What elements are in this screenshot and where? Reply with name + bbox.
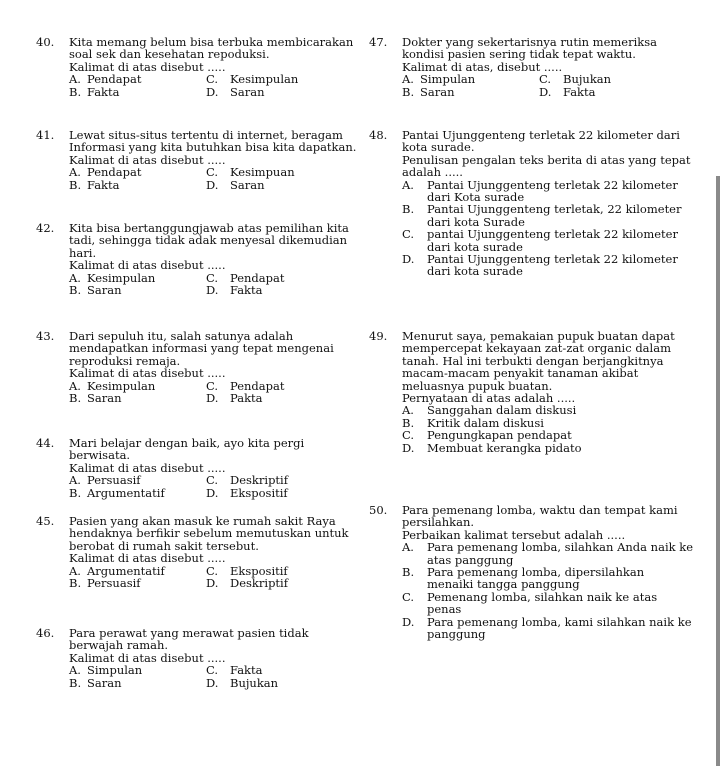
option-letter: C. xyxy=(539,72,552,87)
option-letter: B. xyxy=(69,675,82,690)
question-body xyxy=(69,36,353,98)
choice-letter: B. xyxy=(402,415,415,430)
choice-line xyxy=(402,442,675,454)
question-text: Kita memang belum bisa terbuka membicarakan xyxy=(69,35,354,49)
option-letter: C. xyxy=(206,165,219,180)
question-number: 44. xyxy=(36,436,55,450)
choice-line xyxy=(402,265,690,277)
choice-text: dari Kota surade xyxy=(427,190,525,205)
question-body xyxy=(69,222,349,296)
question-text: hari. xyxy=(69,245,97,260)
option-text: Deskriptif xyxy=(230,576,288,591)
option-letter: B. xyxy=(69,283,82,298)
option-text: Pendapat xyxy=(230,378,285,393)
option-letter: A. xyxy=(69,378,81,393)
question-number: 50. xyxy=(369,503,388,517)
choice-text: atas panggung xyxy=(427,552,514,567)
option-letter: B. xyxy=(69,84,82,99)
option-letter: A. xyxy=(69,270,81,285)
question-number: 47. xyxy=(369,35,388,49)
choice-text: dari kota Surade xyxy=(427,214,525,229)
question-number: 48. xyxy=(369,128,388,142)
option-letter: B. xyxy=(69,177,82,192)
option-letter: A. xyxy=(69,72,81,87)
question-text: kondisi pasien sering tidak tepat waktu. xyxy=(402,47,636,62)
choice-text: Pantai Ujunggenteng terletak, 22 kilometer xyxy=(427,202,682,217)
choice-letter: D. xyxy=(402,251,415,266)
option-row xyxy=(69,86,353,98)
option-row xyxy=(69,284,349,296)
choice-text: Sanggahan dalam diskusi xyxy=(427,403,577,418)
option-letter: D. xyxy=(206,675,219,690)
option-text: Simpulan xyxy=(87,663,143,678)
option-row xyxy=(69,677,309,689)
question-text: mempercepat kekayaan zat-zat organic dalam xyxy=(402,341,671,356)
question-text: Kalimat di atas disebut ..... xyxy=(69,258,226,273)
question-text: berwisata. xyxy=(69,448,131,463)
option-letter: A. xyxy=(402,72,414,87)
option-text: Fakta xyxy=(230,283,263,298)
choice-text: Membuat kerangka pidato xyxy=(427,440,582,455)
option-text: Fakta xyxy=(563,84,596,99)
option-text: Saran xyxy=(87,283,122,298)
choice-line xyxy=(402,540,694,555)
question-text: Kalimat di atas disebut ..... xyxy=(69,551,226,566)
option-row xyxy=(69,487,304,499)
option-letter: C. xyxy=(206,270,219,285)
question-text: Kalimat di atas disebut ..... xyxy=(69,650,226,665)
choice-letter: A. xyxy=(402,403,414,418)
question-number: 46. xyxy=(36,626,55,640)
choice-letter: D. xyxy=(402,614,415,629)
option-letter: C. xyxy=(206,563,219,578)
question-body xyxy=(69,129,356,191)
option-text: Pakta xyxy=(230,391,263,406)
option-row xyxy=(402,86,657,98)
choice-line xyxy=(402,228,690,240)
choice-letter: A. xyxy=(402,177,414,192)
choice-text: Para pemenang lomba, kami silahkan naik ke xyxy=(427,614,692,629)
scrollbar[interactable] xyxy=(716,176,720,766)
question-text: Penulisan pengalan teks berita di atas yang tepat xyxy=(402,152,691,167)
question-text: meluasnya pupuk buatan. xyxy=(402,378,553,393)
option-letter: B. xyxy=(69,576,82,591)
option-text: Persuasif xyxy=(87,576,141,591)
question-body xyxy=(69,330,334,404)
choice-line xyxy=(402,203,690,215)
choice-text: Pantai Ujunggenteng terletak 22 kilometer xyxy=(427,251,678,266)
question-text: Pasien yang akan masuk ke rumah sakit Raya xyxy=(69,514,336,528)
choice-letter: B. xyxy=(402,202,415,217)
question-text: Kalimat di atas, disebut ..... xyxy=(402,59,563,74)
option-row xyxy=(402,73,657,85)
question-text: Kalimat di atas disebut ..... xyxy=(69,152,226,167)
option-letter: B. xyxy=(69,485,82,500)
option-row xyxy=(69,392,334,404)
choice-text: Para pemenang lomba, silahkan Anda naik ke xyxy=(427,540,694,555)
option-text: Saran xyxy=(420,84,455,99)
question-text: Dokter yang sekertarisnya rutin memeriksa xyxy=(402,35,658,49)
option-letter: D. xyxy=(206,485,219,500)
option-letter: A. xyxy=(69,165,81,180)
question-text: adalah ..... xyxy=(402,165,463,180)
option-text: Kesimpulan xyxy=(230,72,299,87)
choice-line xyxy=(402,429,675,441)
option-row xyxy=(69,179,356,191)
question-text: tanah. Hal ini terbukti dengan berjangkitnya xyxy=(402,353,664,368)
question-body xyxy=(69,515,349,589)
question-text: Kalimat di atas disebut ..... xyxy=(69,59,226,74)
question-number: 41. xyxy=(36,128,55,142)
question-text: berwajah ramah. xyxy=(69,638,169,653)
option-text: Deskriptif xyxy=(230,473,288,488)
choice-text: menaiki tangga panggung xyxy=(427,577,580,592)
option-text: Argumentatif xyxy=(87,485,165,500)
option-text: Fakta xyxy=(87,84,120,99)
question-body xyxy=(69,437,304,499)
choice-letter: C. xyxy=(402,227,415,242)
option-letter: B. xyxy=(69,391,82,406)
option-text: Bujukan xyxy=(230,675,279,690)
question-number: 42. xyxy=(36,221,55,235)
choice-line xyxy=(402,404,675,416)
option-text: Kesimpulan xyxy=(87,270,156,285)
option-letter: D. xyxy=(539,84,552,99)
choice-letter: C. xyxy=(402,589,415,604)
question-text: reproduksi remaja. xyxy=(69,353,181,368)
option-text: Pendapat xyxy=(87,165,142,180)
question-body xyxy=(69,627,309,689)
option-text: Saran xyxy=(87,391,122,406)
question-text: kota surade. xyxy=(402,140,475,155)
question-text: Lewat situs-situs tertentu di internet, beragam xyxy=(69,128,343,142)
option-text: Kesimpulan xyxy=(87,378,156,393)
question-text: soal sek dan kesehatan repoduksi. xyxy=(69,47,270,62)
choice-text: Kritik dalam diskusi xyxy=(427,415,544,430)
option-text: Argumentatif xyxy=(87,563,165,578)
option-text: Kesimpuan xyxy=(230,165,295,180)
choice-line xyxy=(402,628,678,640)
question-text: Pernyataan di atas adalah ..... xyxy=(402,391,576,406)
option-letter: A. xyxy=(69,663,81,678)
question-text: Pantai Ujunggenteng terletak 22 kilometer dari xyxy=(402,128,680,142)
question-body xyxy=(402,330,675,454)
question-text: Mari belajar dengan baik, ayo kita pergi xyxy=(69,436,305,450)
question-text: berobat di rumah sakit tersebut. xyxy=(69,538,259,553)
choice-text: Para pemenang lomba, dipersilahkan xyxy=(427,565,645,579)
question-body xyxy=(402,503,694,641)
choice-text: Pemenang lomba, silahkan naik ke atas xyxy=(427,589,658,604)
question-text: Kalimat di atas disebut ..... xyxy=(69,366,226,381)
option-letter: C. xyxy=(206,72,219,87)
option-row xyxy=(69,166,356,178)
choice-text: Pantai Ujunggenteng terletak 22 kilometer xyxy=(427,177,678,192)
question-text: Menurut saya, pemakaian pupuk buatan dapat xyxy=(402,329,675,343)
option-text: Saran xyxy=(87,675,122,690)
choice-text: panggung xyxy=(427,626,486,641)
option-letter: D. xyxy=(206,84,219,99)
choice-letter: C. xyxy=(402,428,415,443)
option-letter: C. xyxy=(206,663,219,678)
option-letter: C. xyxy=(206,473,219,488)
option-text: Ekspositif xyxy=(230,485,288,500)
option-letter: D. xyxy=(206,283,219,298)
choice-line xyxy=(402,578,678,590)
option-text: Fakta xyxy=(230,663,263,678)
question-text: hendaknya berfikir sebelum memutuskan untuk xyxy=(69,526,349,541)
question-text: Kalimat di atas disebut ..... xyxy=(69,460,226,475)
question-text: Informasi yang kita butuhkan bisa kita dapatkan. xyxy=(69,140,357,155)
question-number: 45. xyxy=(36,514,55,528)
option-row xyxy=(69,664,309,676)
choice-text: Pengungkapan pendapat xyxy=(427,428,572,443)
option-row xyxy=(69,474,304,486)
option-text: Pendapat xyxy=(87,72,142,87)
choice-text: pantai Ujunggenteng terletak 22 kilometer xyxy=(427,227,678,242)
choice-letter: A. xyxy=(402,540,414,555)
question-number: 40. xyxy=(36,35,55,49)
option-text: Ekspositif xyxy=(230,563,288,578)
option-text: Saran xyxy=(230,84,265,99)
question-text: macam-macam penyakit tanaman akibat xyxy=(402,366,639,381)
question-number: 49. xyxy=(369,329,388,343)
option-text: Persuasif xyxy=(87,473,141,488)
question-text: persilahkan. xyxy=(402,515,475,530)
choice-letter: B. xyxy=(402,565,415,579)
option-row xyxy=(69,73,353,85)
option-letter: A. xyxy=(69,563,81,578)
choice-text: dari kota surade xyxy=(427,264,523,279)
choice-text: penas xyxy=(427,602,462,617)
option-text: Saran xyxy=(230,177,265,192)
question-body xyxy=(402,129,690,278)
question-text: Perbaikan kalimat tersebut adalah ..... xyxy=(402,527,626,542)
question-body xyxy=(402,36,657,98)
choice-text: dari kota surade xyxy=(427,239,523,254)
question-text: tadi, sehingga tidak adak menyesal dikemudian xyxy=(69,233,348,248)
question-text: Dari sepuluh itu, salah satunya adalah xyxy=(69,329,294,343)
choice-line xyxy=(402,603,678,615)
question-number: 43. xyxy=(36,329,55,343)
question-text: Para perawat yang merawat pasien tidak xyxy=(69,626,309,640)
option-text: Pendapat xyxy=(230,270,285,285)
option-text: Simpulan xyxy=(420,72,476,87)
option-letter: D. xyxy=(206,576,219,591)
option-text: Bujukan xyxy=(563,72,612,87)
option-letter: C. xyxy=(206,378,219,393)
option-letter: A. xyxy=(69,473,81,488)
option-letter: D. xyxy=(206,391,219,406)
question-text: Para pemenang lomba, waktu dan tempat kami xyxy=(402,503,678,517)
option-text: Fakta xyxy=(87,177,120,192)
option-letter: D. xyxy=(206,177,219,192)
option-row xyxy=(69,577,349,589)
question-text: mendapatkan informasi yang tepat mengenai xyxy=(69,341,334,356)
question-text: Kita bisa bertanggungjawab atas pemilihan kita xyxy=(69,221,349,235)
option-letter: B. xyxy=(402,84,415,99)
choice-letter: D. xyxy=(402,440,415,455)
